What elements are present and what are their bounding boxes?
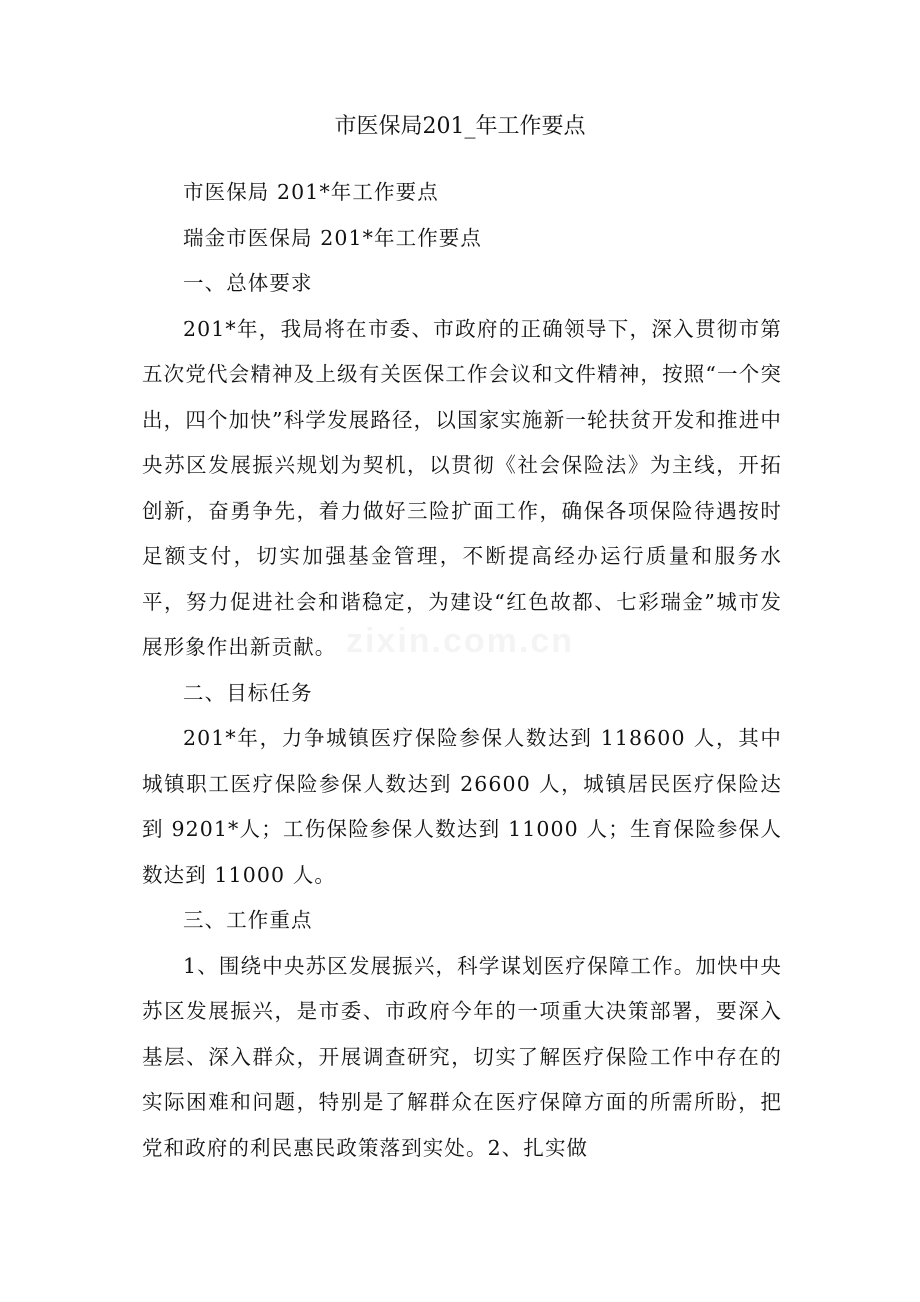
target-tasks-paragraph: 201*年，力争城镇医疗保险参保人数达到 118600 人，其中城镇职工医疗保险参保人数达到 26600 人，城镇居民医疗保险达到 9201*人；工伤保险参保人数达到 11000 人；生育保险参保人数达到 11000 人。: [142, 726, 782, 887]
watermark: zixin.com.cn: [345, 622, 575, 660]
document-title: 市医保局201_年工作要点: [334, 114, 586, 139]
subtitle-paragraph: 市医保局 201*年工作要点: [183, 180, 439, 204]
work-focus-paragraph: 1、围绕中央苏区发展振兴，科学谋划医疗保障工作。加快中央苏区发展振兴，是市委、市政府今年的一项重大决策部署，要深入基层、深入群众，开展调查研究，切实了解医疗保险工作中存在的实际困难和问题，特别是了解群众在医疗保障方面的所需所盼，把党和政府的利民惠民政策落到实处。2、扎实做: [142, 953, 782, 1160]
section-heading-general-requirements: 一、总体要求: [183, 271, 313, 295]
section-heading-target-tasks: 二、目标任务: [183, 680, 313, 705]
document-body: [142, 170, 782, 1171]
org-title-paragraph: 瑞金市医保局 201*年工作要点: [183, 225, 482, 250]
general-requirements-paragraph: 201*年，我局将在市委、市政府的正确领导下，深入贯彻市第五次党代会精神及上级有关医保工作会议和文件精神，按照“一个突出，四个加快”科学发展路径，以国家实施新一轮扶贫开发和推进中央苏区发展振兴规划为契机，以贯彻《社会保险法》为主线，开拓创新，奋勇争先，着力做好三险扩面工作，确保各项保险待遇按时足额支付，切实加强基金管理，不断提高经办运行质量和服务水平，努力促进社会和谐稳定，为建设“红色故都、七彩瑞金”城市发展形象作出新贡献。: [142, 316, 782, 659]
section-heading-work-focus: 三、工作重点: [183, 908, 313, 932]
